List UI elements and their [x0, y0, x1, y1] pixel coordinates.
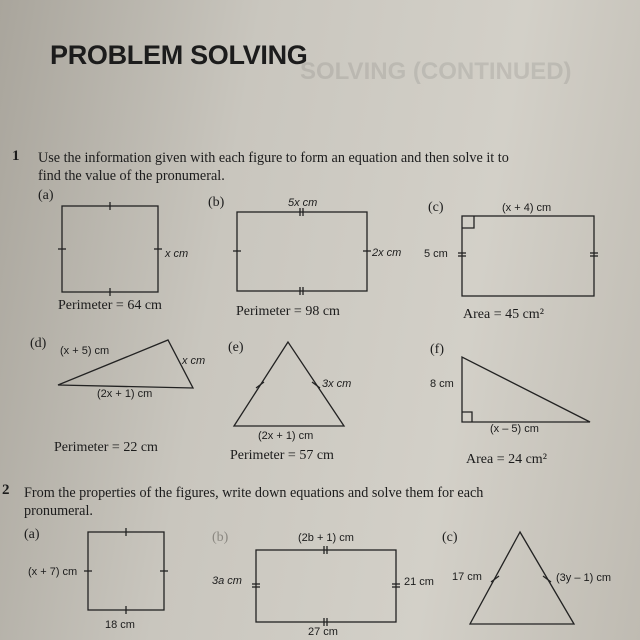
q2b-rectangle — [256, 550, 396, 622]
page-title: PROBLEM SOLVING — [50, 40, 308, 70]
q1-number: 1 — [12, 148, 20, 164]
q1b-tag: (b) — [208, 195, 225, 210]
q2-prompt-line2: pronumeral. — [24, 503, 93, 519]
q2b-top-label: (2b + 1) cm — [298, 532, 354, 544]
q1a-tag: (a) — [38, 188, 54, 203]
q1f-height-label: 8 cm — [430, 378, 454, 390]
q1c-top-label: (x + 4) cm — [502, 202, 552, 214]
q2a-square — [88, 532, 164, 610]
q2b-right-label: 21 cm — [404, 576, 434, 588]
q2-number: 2 — [2, 482, 10, 498]
q1c-caption: Area = 45 cm² — [463, 307, 544, 322]
q2c-tag: (c) — [442, 530, 458, 545]
q1-prompt-line1: Use the information given with each figure to form an equation and then solve it to — [38, 150, 509, 166]
q1f-triangle — [462, 357, 590, 422]
q1b-rectangle — [237, 212, 367, 291]
q1d-caption: Perimeter = 22 cm — [54, 440, 158, 455]
q1-prompt-line2: find the value of the pronumeral. — [38, 168, 225, 184]
q1c-side-label: 5 cm — [424, 248, 448, 260]
q1d-right-label: x cm — [182, 355, 206, 367]
q1f-tag: (f) — [430, 342, 444, 357]
q2a-bottom-label: 18 cm — [105, 619, 135, 631]
q2c-right-label: (3y – 1) cm — [556, 572, 612, 584]
q1d-base-label: (2x + 1) cm — [97, 388, 153, 400]
q1f-caption: Area = 24 cm² — [466, 452, 547, 467]
q1d-left-label: (x + 5) cm — [60, 345, 110, 357]
bleed-through-heading: SOLVING (CONTINUED) — [300, 58, 572, 85]
q1d-tag: (d) — [30, 336, 47, 351]
q1a-side-label: x cm — [165, 248, 189, 260]
q1e-triangle — [234, 342, 344, 426]
q2b-left-label: 3a cm — [212, 575, 242, 587]
q1c-tag: (c) — [428, 200, 444, 215]
q1a-caption: Perimeter = 64 cm — [58, 298, 162, 313]
q1b-side-label: 2x cm — [372, 247, 402, 259]
q1e-tag: (e) — [228, 340, 244, 355]
q1e-caption: Perimeter = 57 cm — [230, 448, 334, 463]
q1e-side-label: 3x cm — [322, 378, 352, 390]
q2-prompt-line1: From the properties of the figures, write down equations and solve them for each — [24, 485, 484, 501]
q2b-tag: (b) — [212, 530, 229, 545]
q2c-triangle — [470, 532, 574, 624]
q1b-caption: Perimeter = 98 cm — [236, 304, 340, 319]
q2a-tag: (a) — [24, 527, 40, 542]
q2b-bottom-label: 27 cm — [308, 626, 338, 638]
q1e-base-label: (2x + 1) cm — [258, 430, 314, 442]
q2a-side-label: (x + 7) cm — [28, 566, 78, 578]
q1c-rectangle — [462, 216, 594, 296]
q1a-square — [62, 206, 158, 292]
q1d-triangle — [58, 340, 193, 388]
q1f-base-label: (x – 5) cm — [490, 423, 539, 435]
q1b-top-label: 5x cm — [288, 197, 318, 209]
q2c-left-label: 17 cm — [452, 571, 482, 583]
